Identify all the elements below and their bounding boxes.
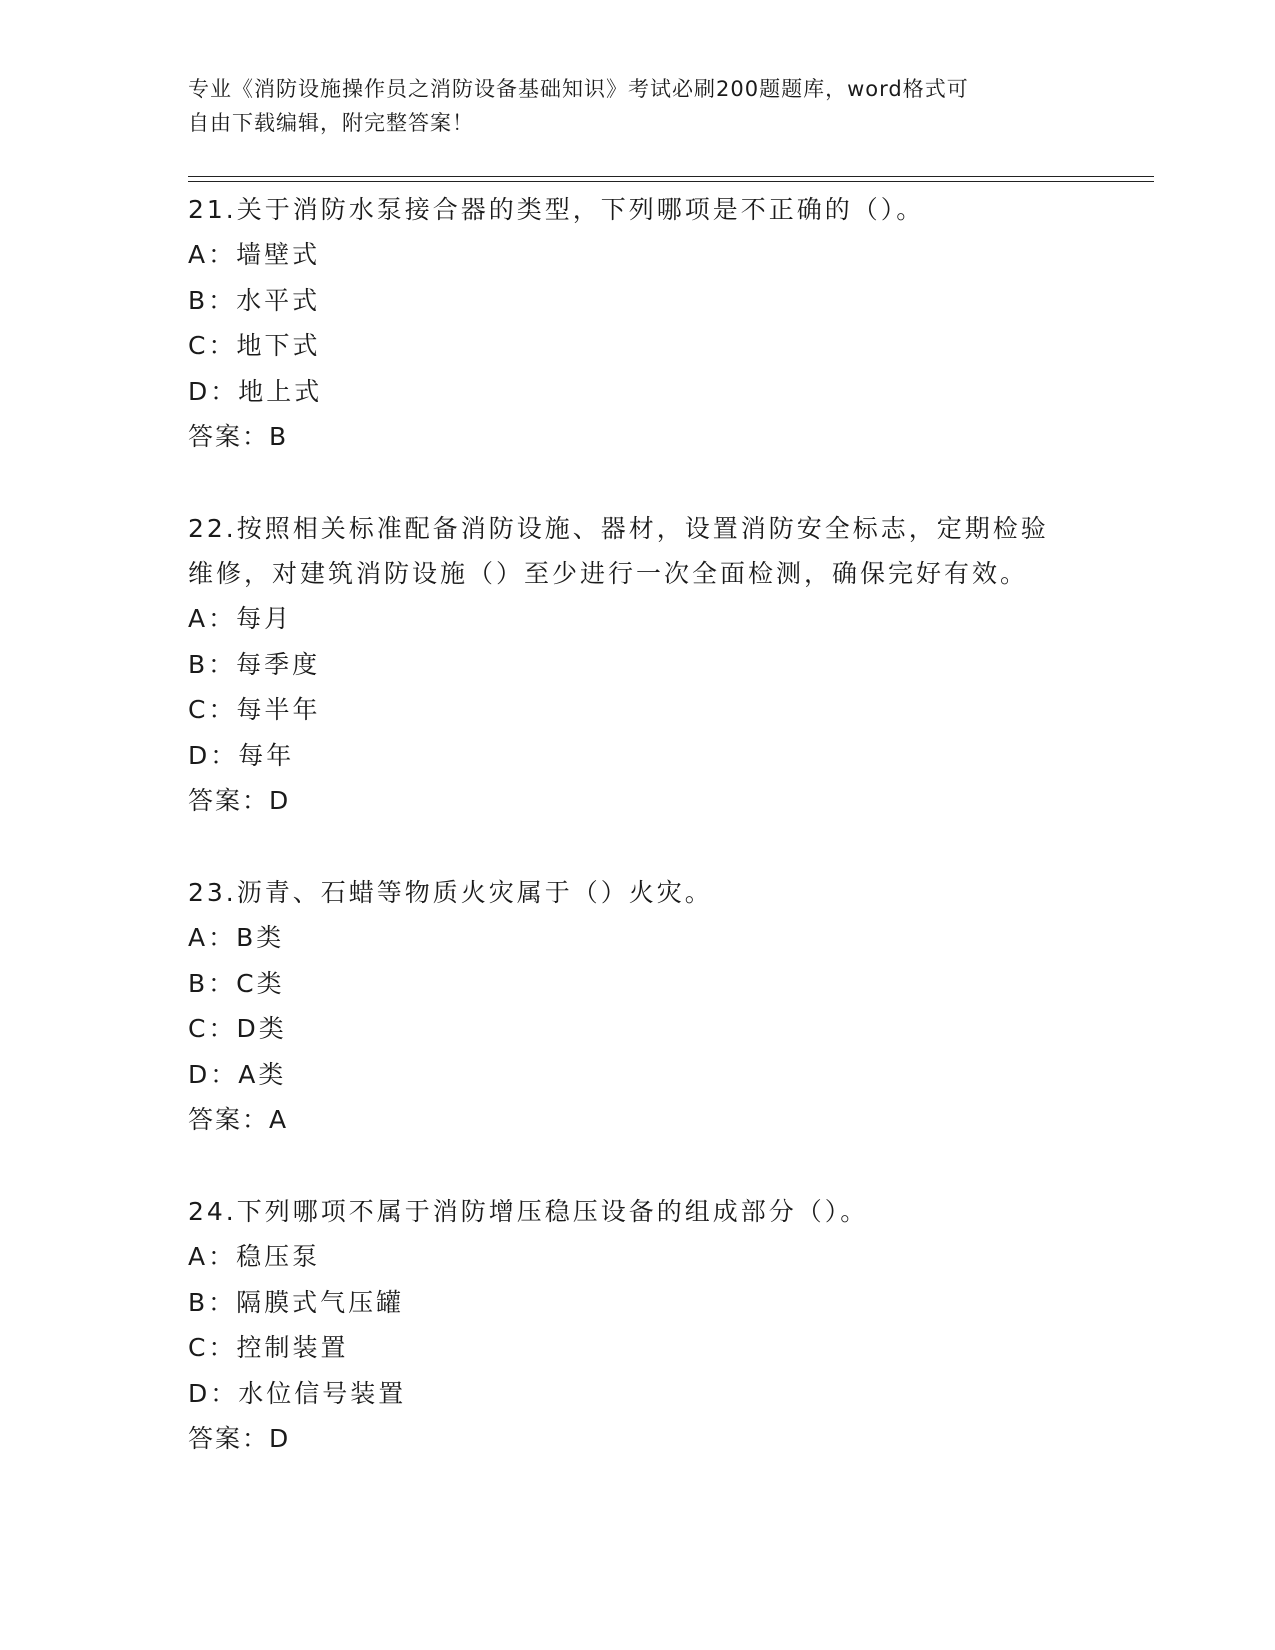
header-line-1: 专业《消防设施操作员之消防设备基础知识》考试必刷200题题库，word格式可 bbox=[188, 77, 969, 101]
option-c bbox=[188, 323, 1088, 369]
option-d bbox=[188, 733, 1088, 779]
header-line-2: 自由下载编辑，附完整答案！ bbox=[188, 111, 474, 135]
question-24 bbox=[188, 1189, 1088, 1461]
option-a bbox=[188, 596, 1088, 642]
answer-line: 答案：D bbox=[188, 786, 291, 815]
option-key: A： bbox=[188, 1242, 237, 1271]
option-key: B： bbox=[188, 968, 237, 998]
option-text: 稳压泵 bbox=[236, 1242, 321, 1271]
option-key: C： bbox=[188, 331, 237, 360]
option-key: A： bbox=[188, 240, 237, 269]
option-key: A： bbox=[188, 923, 237, 952]
option-text: 水平式 bbox=[236, 285, 321, 315]
question-stem: 24.下列哪项不属于消防增压稳压设备的组成部分（）。 bbox=[188, 1197, 869, 1226]
question-stem: 23.沥青、石蜡等物质火灾属于（）火灾。 bbox=[188, 878, 713, 907]
option-b bbox=[188, 642, 1088, 688]
header-divider-bottom bbox=[188, 181, 1154, 182]
document-header bbox=[188, 72, 1068, 140]
option-text: 水位信号装置 bbox=[238, 1378, 407, 1408]
option-text: C类 bbox=[236, 968, 285, 998]
option-b bbox=[188, 278, 1088, 324]
option-key: B： bbox=[188, 285, 237, 315]
header-divider-top bbox=[188, 176, 1154, 177]
option-key: D： bbox=[188, 376, 239, 406]
option-key: C： bbox=[188, 1333, 237, 1362]
option-text: D类 bbox=[236, 1014, 287, 1043]
option-text: 地下式 bbox=[236, 331, 321, 360]
option-a bbox=[188, 915, 1088, 961]
option-text: 每月 bbox=[236, 604, 293, 633]
option-key: D： bbox=[188, 1059, 239, 1089]
option-text: B类 bbox=[236, 923, 285, 952]
option-key: C： bbox=[188, 1014, 237, 1043]
option-a bbox=[188, 232, 1088, 278]
answer-line: 答案：B bbox=[188, 422, 289, 451]
option-key: D： bbox=[188, 740, 239, 770]
option-key: B： bbox=[188, 1287, 237, 1317]
option-key: D： bbox=[188, 1378, 239, 1408]
option-text: 地上式 bbox=[238, 376, 323, 406]
question-stem-line-2: 维修，对建筑消防设施（）至少进行一次全面检测，确保完好有效。 bbox=[188, 559, 1029, 588]
option-c bbox=[188, 1325, 1088, 1371]
option-d bbox=[188, 369, 1088, 415]
option-key: B： bbox=[188, 649, 237, 679]
question-stem: 21.关于消防水泵接合器的类型，下列哪项是不正确的（）。 bbox=[188, 195, 925, 224]
option-text: 每季度 bbox=[236, 649, 321, 679]
option-text: 每半年 bbox=[236, 695, 321, 724]
question-21 bbox=[188, 187, 1088, 459]
option-key: A： bbox=[188, 604, 237, 633]
option-c bbox=[188, 1006, 1088, 1052]
option-text: A类 bbox=[238, 1059, 287, 1089]
option-b bbox=[188, 1280, 1088, 1326]
option-d bbox=[188, 1371, 1088, 1417]
option-text: 控制装置 bbox=[236, 1333, 349, 1362]
answer-line: 答案：A bbox=[188, 1105, 289, 1134]
option-text: 每年 bbox=[238, 740, 295, 770]
option-c bbox=[188, 687, 1088, 733]
option-text: 隔膜式气压罐 bbox=[236, 1287, 405, 1317]
option-text: 墙壁式 bbox=[236, 240, 321, 269]
option-b bbox=[188, 961, 1088, 1007]
question-stem-line-1: 22.按照相关标准配备消防设施、器材，设置消防安全标志，定期检验 bbox=[188, 514, 1049, 543]
answer-line: 答案：D bbox=[188, 1424, 291, 1453]
option-a bbox=[188, 1234, 1088, 1280]
question-23 bbox=[188, 870, 1088, 1142]
question-22 bbox=[188, 506, 1088, 823]
option-d bbox=[188, 1052, 1088, 1098]
option-key: C： bbox=[188, 695, 237, 724]
